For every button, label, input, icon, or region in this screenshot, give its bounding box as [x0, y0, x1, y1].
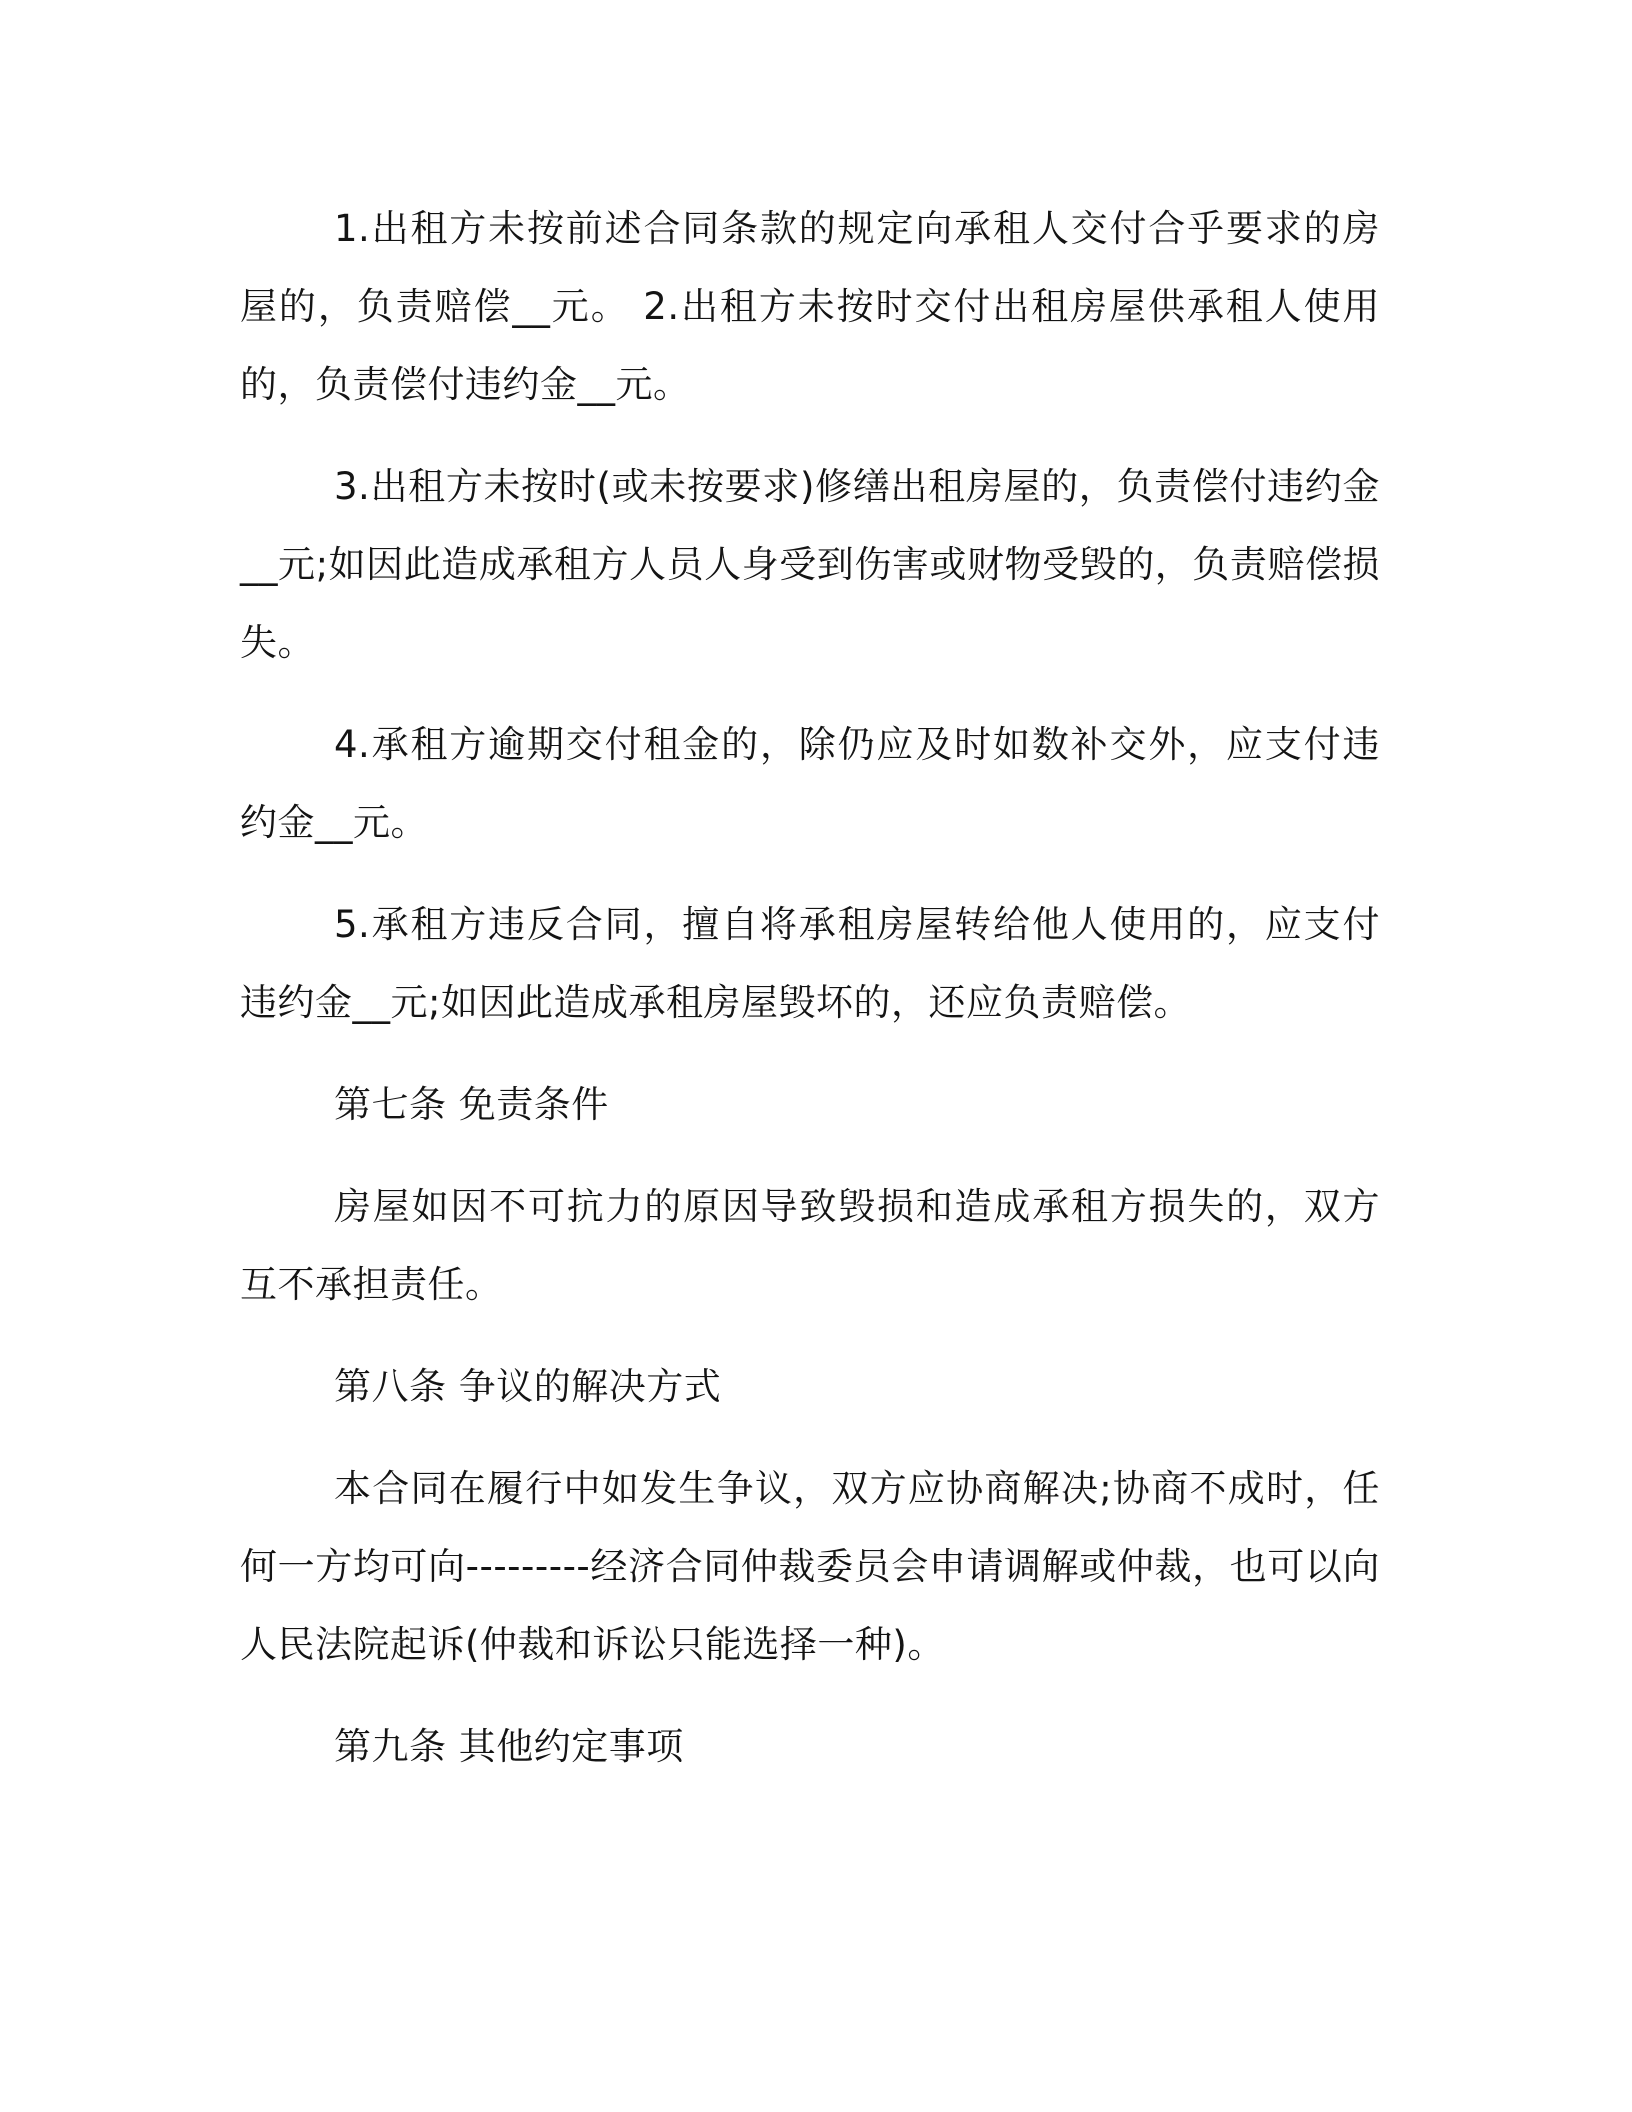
article-8-body: 本合同在履行中如发生争议，双方应协商解决;协商不成时，任何一方均可向---------经济合同仲裁委员会申请调解或仲裁，也可以向人民法院起诉(仲裁和诉讼只能选择一种)。 [240, 1467, 1380, 1666]
clause-6-item-5: 5.承租方违反合同，擅自将承租房屋转给他人使用的，应支付违约金__元;如因此造成承租房屋毁坏的，还应负责赔偿。 [240, 903, 1380, 1024]
clause-6-item-3: 3.出租方未按时(或未按要求)修缮出租房屋的，负责偿付违约金__元;如因此造成承租方人员人身受到伤害或财物受毁的，负责赔偿损失。 [240, 465, 1380, 664]
article-7-body: 房屋如因不可抗力的原因导致毁损和造成承租方损失的，双方互不承担责任。 [240, 1185, 1380, 1306]
article-8-heading: 第八条 争议的解决方式 [334, 1365, 722, 1408]
clause-6-item-4: 4.承租方逾期交付租金的，除仍应及时如数补交外，应支付违约金__元。 [240, 723, 1380, 844]
article-9-heading: 第九条 其他约定事项 [334, 1725, 684, 1768]
article-7-heading: 第七条 免责条件 [334, 1083, 609, 1126]
clause-6-item-1-2: 1.出租方未按前述合同条款的规定向承租人交付合乎要求的房屋的，负责赔偿__元。 2.出租方未按时交付出租房屋供承租人使用的，负责偿付违约金__元。 [240, 207, 1380, 406]
document-body [240, 190, 1380, 1810]
